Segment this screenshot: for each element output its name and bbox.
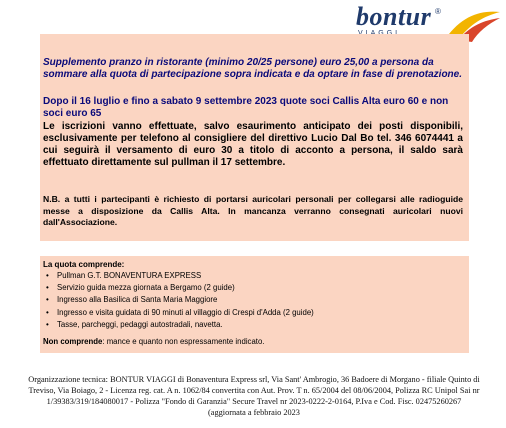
not-included-label: Non comprende bbox=[43, 337, 103, 346]
info-box bbox=[40, 34, 469, 241]
footer-legal-text: Organizzazione tecnica: BONTUR VIAGGI di Bonaventura Express srl, Via Sant' Ambrogio, 36 Badoere di Morgano - filiale Quinto di Treviso, Via Boiago, 2 - Licenza reg. cat. A n. 1062/84 convertita con Aut. Prov. T n. 65/2004 del 08/06/2004, Polizza RC Unipol Sai nr 1/39383/319/184080017 - Polizza "Fondo di Garanzia" Secure Travel nr 2023-0222-2-0164, P.Iva e Cod. Fisc. 02475260267 (aggiornata a febbraio 2023 bbox=[28, 375, 480, 417]
list-item: • Ingresso e visita guidata di 90 minuti al villaggio di Crespi d'Adda (2 guide) bbox=[43, 307, 463, 319]
not-included-detail: : mance e quanto non espressamente indicato. bbox=[102, 337, 265, 346]
bullet-icon: • bbox=[46, 271, 49, 280]
lunch-supplement-text: Supplemento pranzo in ristorante (minimo 20/25 persone) euro 25,00 a persona da sommare alla quota di partecipazione sopra indicata e da optare in fase di prenotazione. bbox=[43, 57, 462, 80]
bullet-icon: • bbox=[46, 283, 49, 293]
quota-title: La quota comprende: bbox=[43, 260, 125, 269]
bullet-icon: • bbox=[46, 307, 49, 317]
logo-wordmark: bontur bbox=[356, 2, 432, 31]
bullet-icon: • bbox=[46, 319, 49, 329]
late-booking-prices-text: Dopo il 16 luglio e fino a sabato 9 settembre 2023 quote soci Callis Alta euro 60 e non soci euro 65 bbox=[43, 96, 449, 119]
nb-earphones-text: N.B. a tutti i partecipanti è richiesto di portarsi auricolari personali per collegarsi alle radioguide messe a disposizione da Callis Alta. In mancanza verranno consegnati auricolari nuovi dall'Associazione. bbox=[43, 194, 463, 228]
quota-list bbox=[43, 270, 463, 331]
registration-text: Le iscrizioni vanno effettuate, salvo esaurimento anticipato dei posti disponibili, esclusivamente per telefono al consigliere del direttivo Lucio Dal Bo tel. 346 6074441 a cui seguirà il versamento di euro 30 a titolo di acconto a persona, il saldo sarà effettuato direttamente sul pullman il 17 settembre. bbox=[43, 121, 463, 168]
bullet-icon: • bbox=[46, 295, 49, 305]
not-included-text bbox=[43, 337, 264, 346]
logo-registered-mark: ® bbox=[435, 7, 441, 16]
list-item: • Tasse, parcheggi, pedaggi autostradali, navetta. bbox=[43, 319, 463, 331]
list-item: • Ingresso alla Basilica di Santa Maria Maggiore bbox=[43, 294, 463, 306]
quota-box bbox=[40, 256, 469, 353]
list-item: • Servizio guida mezza giornata a Bergamo (2 guide) bbox=[43, 282, 463, 294]
list-item: • Pullman G.T. BONAVENTURA EXPRESS bbox=[43, 270, 463, 282]
